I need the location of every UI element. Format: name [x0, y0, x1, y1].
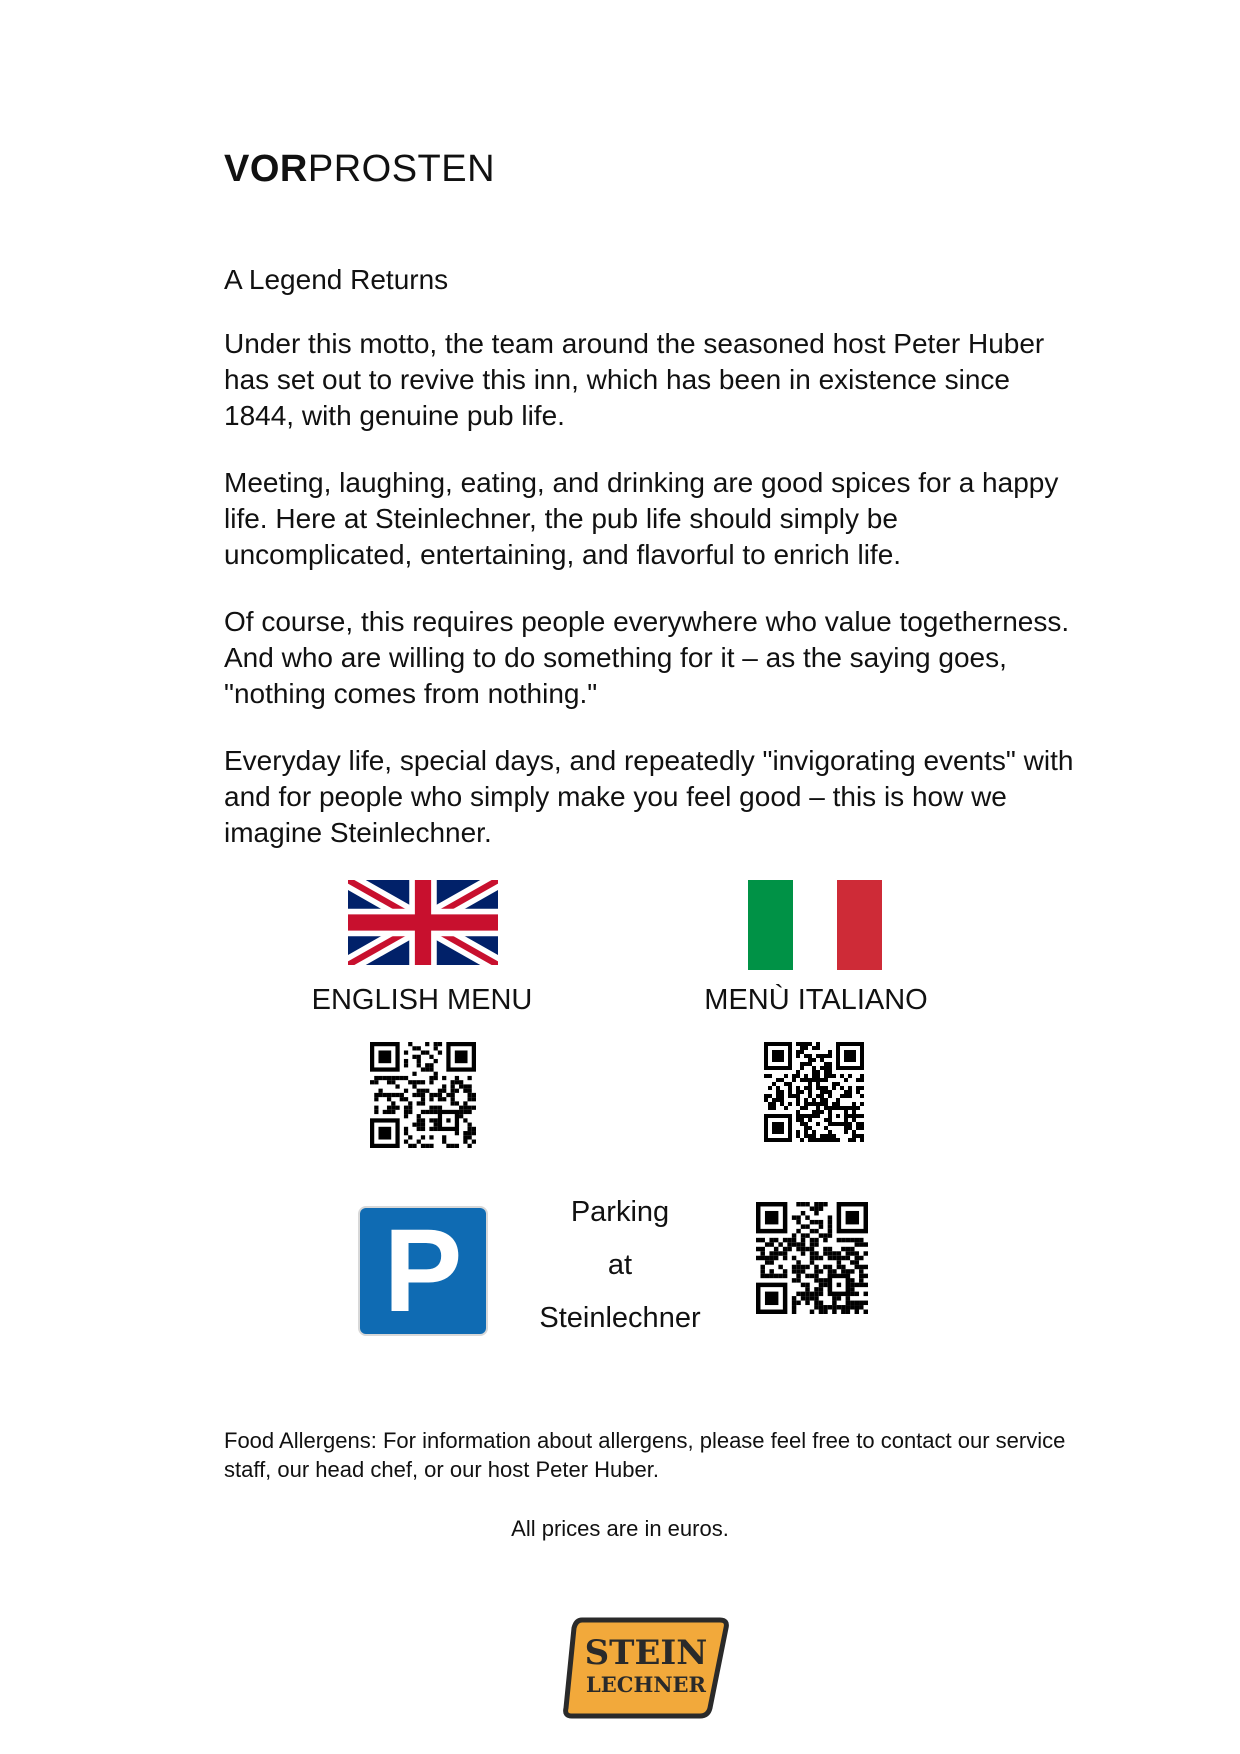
- prices-note: All prices are in euros.: [511, 1516, 729, 1541]
- uk-flag-icon: [348, 880, 498, 965]
- intro-paragraph-1: Under this motto, the team around the seasoned host Peter Huber has set out to revive this inn, which has been in existence since 1844, with genuine pub life.: [224, 328, 1045, 431]
- parking-sign-icon: P: [360, 1208, 486, 1334]
- title-rest: PROSTEN: [307, 148, 496, 190]
- page-title: [224, 148, 495, 191]
- parking-line-3: Steinlechner: [539, 1302, 701, 1334]
- intro-paragraph-3: Of course, this requires people everywhere who value togetherness. And who are willing to do something for it – as the saying goes, "nothing comes from nothing.": [224, 606, 1070, 709]
- italian-menu-label[interactable]: MENÙ ITALIANO: [704, 984, 928, 1016]
- italy-flag-icon: [748, 880, 882, 970]
- english-menu-label[interactable]: ENGLISH MENU: [311, 984, 533, 1016]
- parking-qr-code-icon[interactable]: [756, 1202, 868, 1314]
- intro-heading: A Legend Returns: [224, 264, 449, 295]
- title-bold: VOR: [224, 148, 308, 190]
- intro-paragraph-4: Everyday life, special days, and repeatedly "invigorating events" with and for people who simply make you feel good – this is how we imagine Steinlechner.: [224, 745, 1074, 848]
- parking-line-2: at: [607, 1249, 633, 1281]
- logo-text-stein: STEIN: [584, 1633, 708, 1673]
- parking-line-1: Parking: [570, 1196, 670, 1228]
- steinlechner-logo: [560, 1612, 730, 1720]
- english-menu-qr-code-icon[interactable]: [370, 1042, 476, 1148]
- allergens-note: Food Allergens: For information about allergens, please feel free to contact our service staff, our head chef, or our host Peter Huber.: [224, 1428, 1066, 1482]
- italian-menu-qr-code-icon[interactable]: [764, 1042, 864, 1142]
- logo-text-lechner: LECHNER: [586, 1672, 706, 1697]
- intro-paragraph-2: Meeting, laughing, eating, and drinking are good spices for a happy life. Here at Steinlechner, the pub life should simply be uncomplicated, entertaining, and flavorful to enrich life.: [224, 467, 1059, 570]
